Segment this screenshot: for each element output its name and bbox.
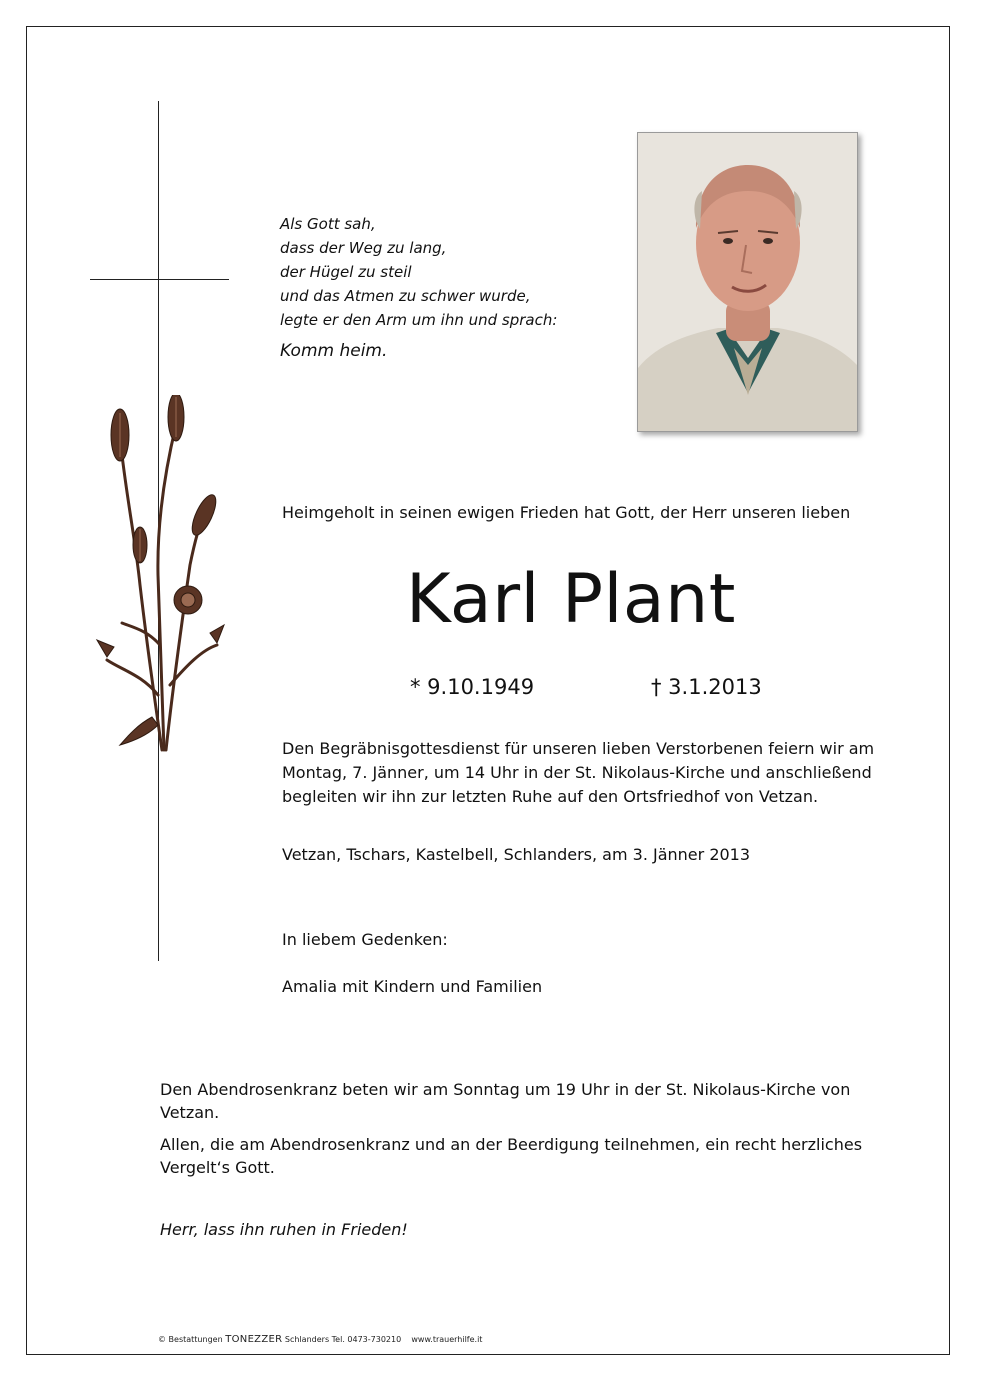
rosary-announcement: Den Abendrosenkranz beten wir am Sonntag um 19 Uhr in der St. Nikolaus-Kirche von Vetzan.	[160, 1080, 851, 1122]
poem-line: legte er den Arm um ihn und sprach:	[280, 311, 558, 329]
deceased-name: Karl Plant	[406, 560, 736, 639]
portrait-photo	[637, 132, 858, 432]
poem-line: dass der Weg zu lang,	[280, 239, 447, 257]
footer-phone: Tel. 0473-730210	[331, 1335, 402, 1344]
portrait-illustration	[638, 133, 857, 431]
place-and-date: Vetzan, Tschars, Kastelbell, Schlanders, am 3. Jänner 2013	[282, 845, 751, 864]
death-date: † 3.1.2013	[651, 675, 762, 699]
service-line: Den Begräbnisgottesdienst für unseren lieben Verstorbenen feiern wir am	[282, 739, 875, 758]
closing-prayer: Herr, lass ihn ruhen in Frieden!	[160, 1220, 408, 1239]
funeral-service-text	[282, 737, 902, 809]
poem-line: Als Gott sah,	[280, 215, 376, 233]
footer-imprint	[158, 1334, 482, 1345]
wheat-and-rose-ornament	[92, 395, 227, 755]
intro-text: Heimgeholt in seinen ewigen Frieden hat Gott, der Herr unseren lieben	[282, 503, 851, 522]
poem-line: der Hügel zu steil	[280, 263, 412, 281]
poem	[280, 212, 557, 363]
service-line: Montag, 7. Jänner, um 14 Uhr in der St. Nikolaus-Kirche und anschließend	[282, 763, 872, 782]
footer-website[interactable]: www.trauerhilfe.it	[411, 1335, 483, 1344]
cross-horizontal-bar	[90, 279, 229, 280]
thanks-text: Allen, die am Abendrosenkranz und an der Beerdigung teilnehmen, ein recht herzliches Vergelt‘s Gott.	[160, 1135, 863, 1177]
footer-brand: TONEZZER	[225, 1334, 283, 1345]
poem-final-line: Komm heim.	[280, 341, 388, 361]
birth-date: * 9.10.1949	[410, 675, 535, 699]
memory-label: In liebem Gedenken:	[282, 930, 448, 949]
poem-line: und das Atmen zu schwer wurde,	[280, 287, 531, 305]
family-names: Amalia mit Kindern und Familien	[282, 977, 543, 996]
service-line: begleiten wir ihn zur letzten Ruhe auf den Ortsfriedhof von Vetzan.	[282, 787, 819, 806]
footer-city: Schlanders	[284, 1335, 330, 1344]
footer-prefix: © Bestattungen	[158, 1335, 223, 1344]
